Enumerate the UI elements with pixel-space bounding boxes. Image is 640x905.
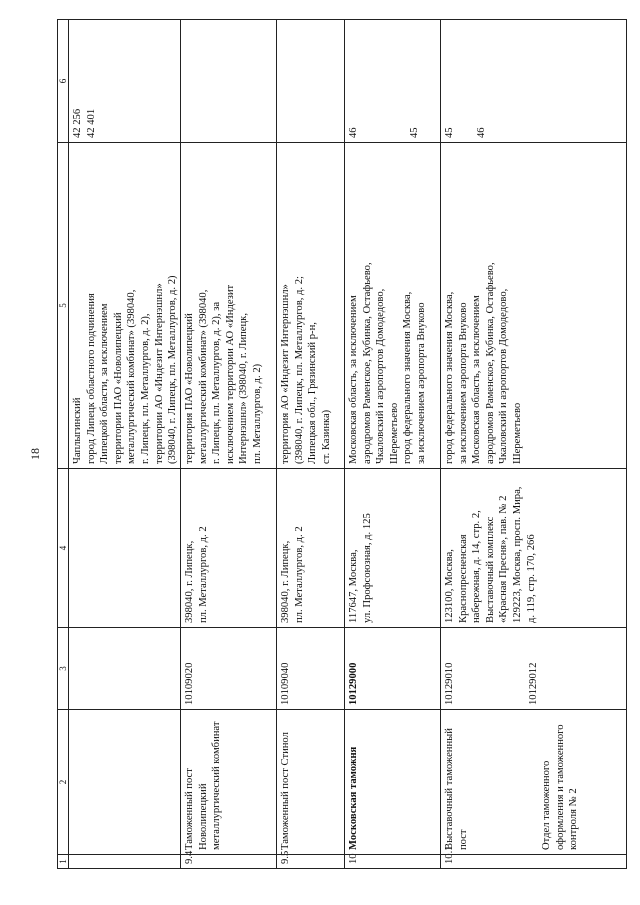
okato-code: 42 401 (85, 108, 97, 138)
territory-cell: город федерального значения Москва, за исключением аэропорта Внуково Московская область, за исключением аэродромов Раменское, Кубинка, Остафьево, Чкаловский и аэропортов Домодедово, Шереметьево (440, 143, 627, 469)
post-code: 10109040 (276, 628, 344, 710)
header-col-2: 2 (57, 710, 68, 855)
table-row (276, 19, 344, 869)
post-name-cell: Таможенный пост Новолипецкий металлургический комбинат (180, 710, 276, 855)
territory-cell (68, 143, 180, 469)
okato-code: 42 256 (72, 108, 83, 138)
territory-line: город Липецк областного подчинения (85, 293, 97, 464)
okato-code: 46 (475, 127, 487, 138)
row-number: 10 (344, 855, 440, 869)
table-row (344, 19, 440, 869)
post-name-cell: Таможенный пост Стинол (276, 710, 344, 855)
okato-code: 45 (444, 127, 455, 138)
territory-line: территории ПАО «Новолипецкий (112, 312, 124, 464)
row-number: 9.5 (276, 855, 344, 869)
okato-cell (68, 19, 180, 143)
okato-code: 45 (408, 127, 420, 138)
table-row (180, 19, 276, 869)
territory-cell: Московская область, за исключением аэродромов Раменское, Кубинка, Остафьево, Чкаловский и аэропортов Домодедово, Шереметьево город федерального значения Москва, за исключением аэропорта Внуково (344, 143, 440, 469)
territory-line: (398040, г. Липецк, пл. Металлургов, д. 2) (167, 275, 179, 464)
address-cell: 398040, г. Липецк, пл. Металлургов, д. 2 (276, 469, 344, 628)
header-col-3: 3 (57, 628, 68, 710)
header-col-5: 5 (57, 143, 68, 469)
okato-cell (180, 19, 276, 143)
territory-line: Чаплыгинский (72, 397, 83, 464)
territory-cell: территория ПАО «Новолипецкий металлургический комбинат» (398040, г. Липецк, пл. Металлургов, д. 2), за исключением территории АО «Индезит Интернэшнл» (398040, г. Липецк, пл. Металлургов, д. 2) (180, 143, 276, 469)
territory-line: г. Липецк, пл. Металлургов, д. 2), (139, 313, 151, 464)
page-number: 18 (28, 448, 42, 460)
table-header-row (57, 19, 68, 869)
territory-line: Липецкой области, за исключением (99, 303, 111, 464)
row-number: 9.4 (180, 855, 276, 869)
post-code: 10129010 (444, 662, 455, 705)
okato-cell (440, 19, 627, 143)
post-code: 10129000 (344, 628, 440, 710)
territory-line: территории АО «Индезит Интернэшнл» (153, 283, 165, 464)
header-col-1: 1 (57, 855, 68, 869)
post-name-cell: Выставочный таможенный пост Отдел таможенного оформления и таможенного контроля № 2 (440, 710, 627, 855)
row-number: 10.1 (440, 855, 627, 869)
header-col-6: 6 (57, 19, 68, 143)
address-cell: 398040, г. Липецк, пл. Металлургов, д. 2 (180, 469, 276, 628)
okato-cell (344, 19, 440, 143)
post-name-cell: Московская таможня (344, 710, 440, 855)
post-code: 10109020 (180, 628, 276, 710)
territory-line: металлургический комбинат» (398040, (126, 289, 138, 464)
post-code-cell (440, 628, 627, 710)
table-row-continuation (68, 19, 180, 869)
address-cell: 123100, Москва, Краснопресненская набережная, д. 14, стр. 2, Выставочный комплекс «Красная Пресня», пав. № 2 129223, Москва, просп. Мира, д. 119, стр. 170, 266 (440, 469, 627, 628)
customs-table (57, 19, 627, 869)
okato-code: 46 (348, 127, 359, 138)
address-cell: 117647, Москва, ул. Профсоюзная, д. 125 (344, 469, 440, 628)
okato-cell (276, 19, 344, 143)
post-code: 10129012 (527, 662, 539, 705)
territory-cell: территория АО «Индезит Интернэшнл» (398040, г. Липецк, пл. Металлургов, д. 2; Липецкая обл., Грязинский р-н, ст. Казинка) (276, 143, 344, 469)
table-row (440, 19, 627, 869)
header-col-4: 4 (57, 469, 68, 628)
